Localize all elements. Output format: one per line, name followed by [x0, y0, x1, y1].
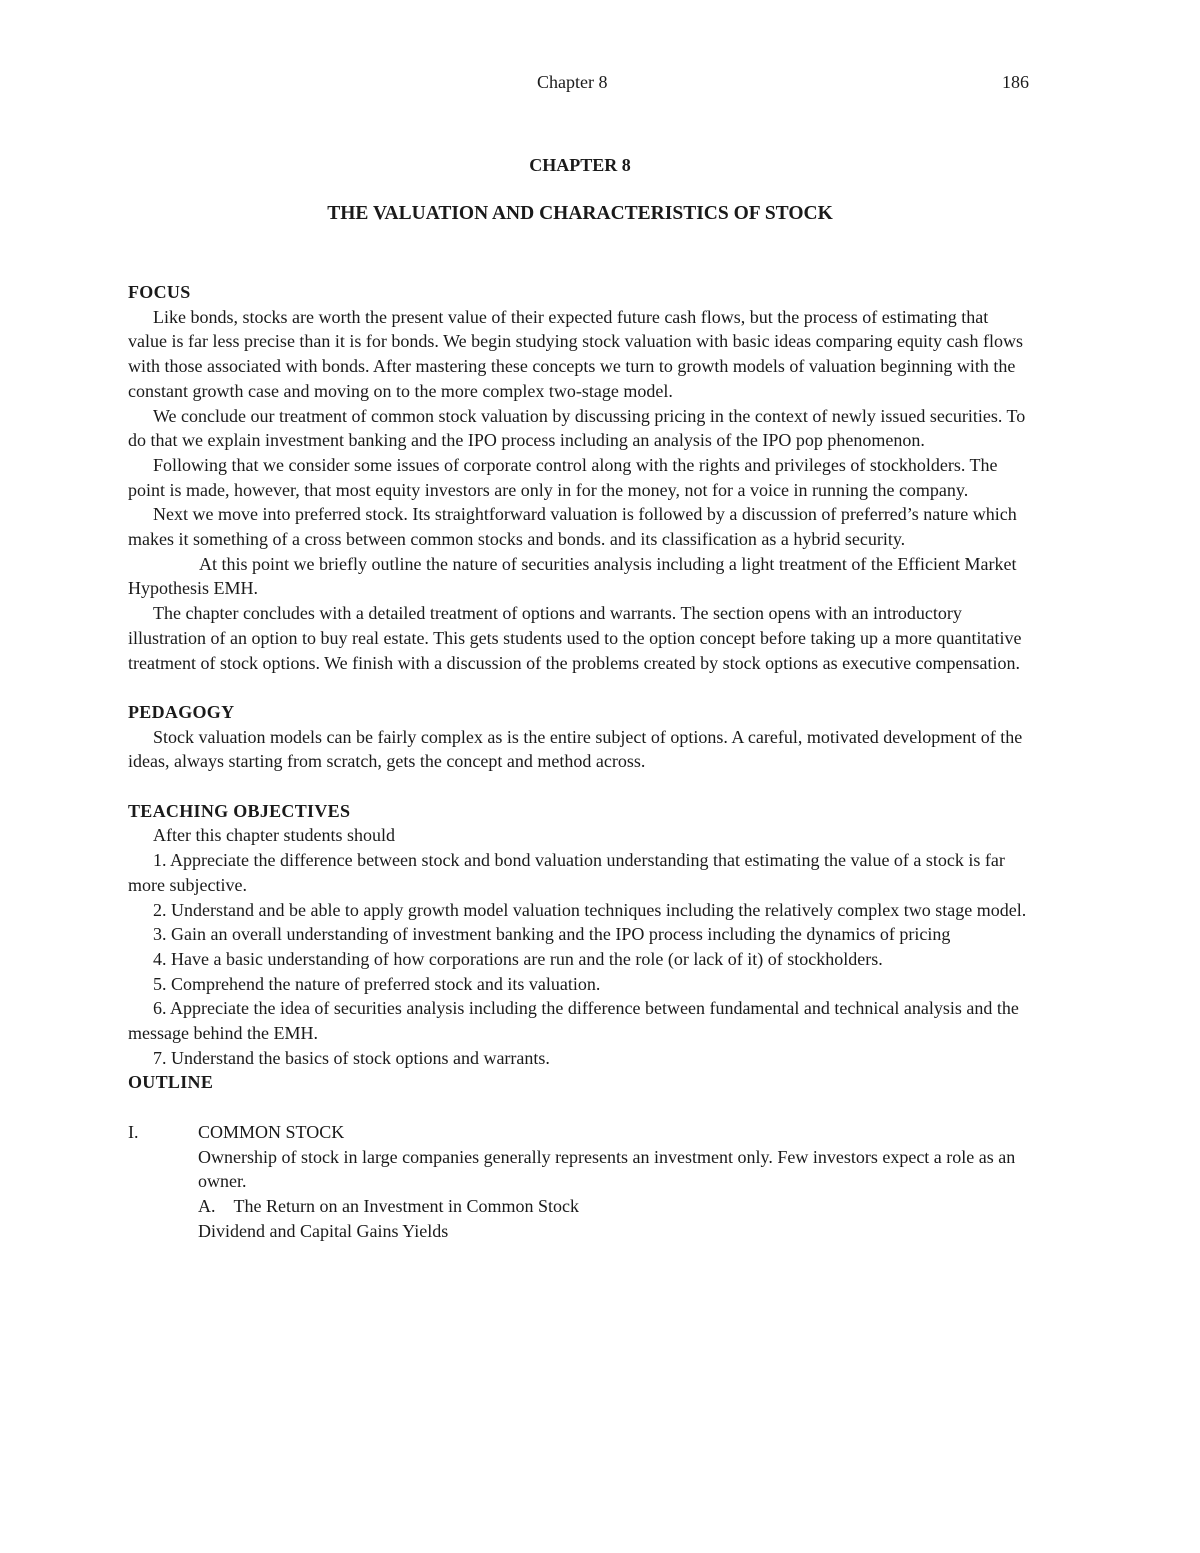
objective-item: 2. Understand and be able to apply growth model valuation techniques including the relatively complex two stage model. — [153, 899, 1027, 920]
outline-sub-title: The Return on an Investment in Common Stock — [233, 1195, 579, 1216]
objective-item: 6. Appreciate the idea of securities analysis including the difference between fundamental and technical analysis and the message behind the EMH. — [128, 998, 1019, 1044]
objective-item: 5. Comprehend the nature of preferred stock and its valuation. — [153, 973, 601, 994]
focus-heading: FOCUS — [128, 282, 191, 302]
section-gap — [128, 1095, 1028, 1120]
chapter-title: CHAPTER 8 — [529, 155, 631, 175]
outline-section-title: COMMON STOCK — [198, 1121, 345, 1142]
objective-item: 7. Understand the basics of stock options and warrants. — [153, 1047, 550, 1068]
outline-section — [128, 1120, 1028, 1244]
outline-subsection — [198, 1194, 1028, 1219]
focus-paragraph: Like bonds, stocks are worth the present value of their expected future cash flows, but the process of estimating that value is far less precise than it is for bonds. We begin studying stock valuation with basic ideas comparing equity cash flows with those associated with bonds. After mastering these concepts we turn to growth models of valuation beginning with the constant growth case and moving on to the more complex two-stage model. — [128, 306, 1024, 401]
running-header-chapter: Chapter 8 — [537, 72, 608, 92]
objectives-heading: TEACHING OBJECTIVES — [128, 800, 351, 821]
pedagogy-paragraph: Stock valuation models can be fairly complex as is the entire subject of options. A careful, motivated development of the ideas, always starting from scratch, gets the concept and method across. — [128, 726, 1023, 772]
outline-section-body — [198, 1120, 1028, 1244]
section-gap — [128, 675, 1028, 700]
focus-paragraph: We conclude our treatment of common stock valuation by discussing pricing in the context of newly issued securities. To do that we explain investment banking and the IPO process including an analysis of the IPO pop phenomenon. — [128, 405, 1026, 451]
outline-section-text: Ownership of stock in large companies generally represents an investment only. Few investors expect a role as an owner. — [198, 1146, 1016, 1192]
objective-item: 3. Gain an overall understanding of investment banking and the IPO process including the dynamics of pricing — [153, 924, 951, 945]
outline-sub-letter: A. — [198, 1195, 216, 1216]
pedagogy-heading: PEDAGOGY — [128, 701, 235, 722]
objective-item: 1. Appreciate the difference between stock and bond valuation understanding that estimating the value of a stock is far more subjective. — [128, 850, 1005, 895]
section-gap — [128, 774, 1028, 799]
page-number: 186 — [1002, 72, 1029, 92]
outline-section-number: I. — [128, 1121, 139, 1142]
chapter-subtitle: THE VALUATION AND CHARACTERISTICS OF STOCK — [327, 203, 833, 224]
focus-paragraph: Next we move into preferred stock. Its straightforward valuation is followed by a discussion of preferred’s nature which makes it something of a cross between common stocks and bonds. and its classification as a hybrid security. — [128, 504, 1017, 550]
focus-paragraph: At this point we briefly outline the nature of securities analysis including a light treatment of the Efficient Market Hypothesis EMH. — [128, 553, 1017, 599]
outline-heading: OUTLINE — [128, 1072, 214, 1093]
objectives-intro: After this chapter students should — [153, 825, 395, 846]
document-body — [128, 280, 1028, 1243]
focus-paragraph: The chapter concludes with a detailed treatment of options and warrants. The section opens with an introductory illustration of an option to buy real estate. This gets students used to the option concept before taking up a more quantitative treatment of stock options. We finish with a discussion of the problems created by stock options as executive compensation. — [128, 603, 1022, 673]
objective-item: 4. Have a basic understanding of how corporations are run and the role (or lack of it) of stockholders. — [153, 948, 883, 969]
running-header — [0, 72, 1200, 98]
focus-paragraph: Following that we consider some issues of corporate control along with the rights and privileges of stockholders. The point is made, however, that most equity investors are only in for the money, not for a voice in running the company. — [128, 454, 998, 500]
outline-sub-sub: Dividend and Capital Gains Yields — [198, 1220, 449, 1241]
